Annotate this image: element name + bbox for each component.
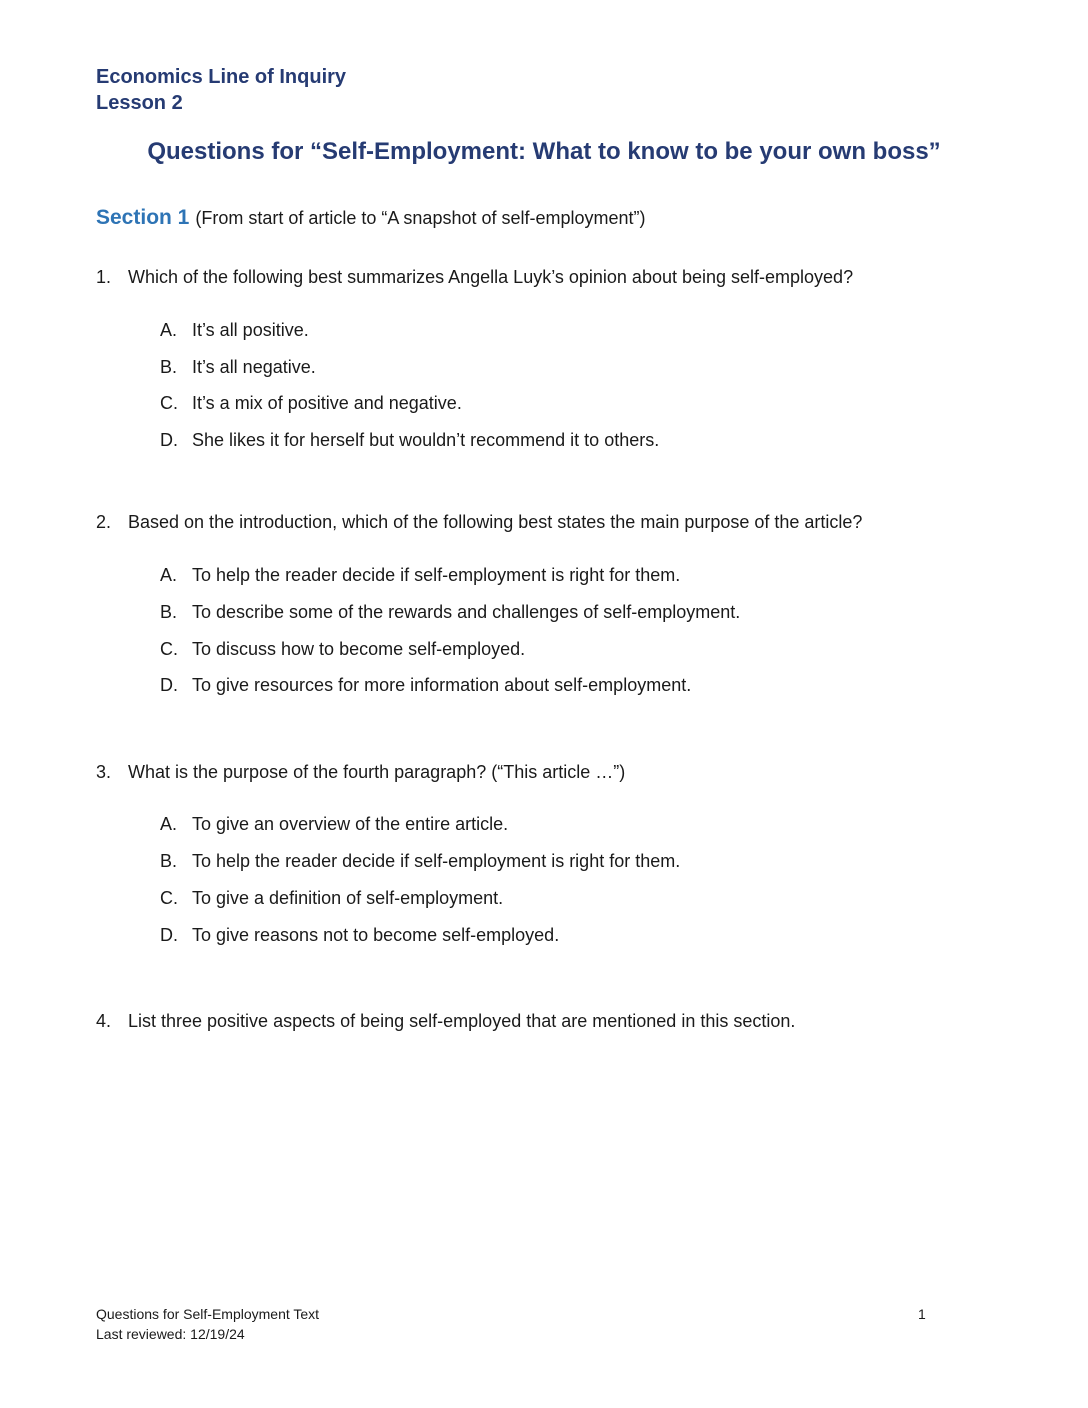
option-letter: B. bbox=[160, 357, 178, 377]
option-text: To describe some of the rewards and challenges of self-employment. bbox=[192, 602, 741, 622]
section-range: (From start of article to “A snapshot of self-employment”) bbox=[195, 208, 646, 228]
option-letter: D. bbox=[160, 925, 178, 945]
page-number: 1 bbox=[918, 1306, 926, 1322]
question-number: 3. bbox=[96, 762, 112, 782]
section-label: Section 1 bbox=[96, 206, 190, 229]
option-text: To help the reader decide if self-employment is right for them. bbox=[192, 565, 681, 585]
option-3c bbox=[160, 885, 503, 911]
option-1d bbox=[160, 427, 659, 453]
option-1a bbox=[160, 317, 309, 343]
option-letter: B. bbox=[160, 602, 178, 622]
option-letter: C. bbox=[160, 639, 178, 659]
option-letter: A. bbox=[160, 320, 178, 340]
option-3d bbox=[160, 922, 559, 948]
option-text: It’s a mix of positive and negative. bbox=[192, 393, 462, 413]
question-text: List three positive aspects of being self-employed that are mentioned in this section. bbox=[128, 1011, 796, 1031]
option-text: It’s all negative. bbox=[192, 357, 316, 377]
option-letter: B. bbox=[160, 851, 178, 871]
option-1c bbox=[160, 390, 462, 416]
footer bbox=[96, 1304, 319, 1344]
question-1 bbox=[96, 264, 853, 290]
option-text: To give an overview of the entire article. bbox=[192, 814, 509, 834]
question-text: Based on the introduction, which of the following best states the main purpose of the article? bbox=[128, 512, 863, 532]
option-2d bbox=[160, 672, 691, 698]
option-letter: A. bbox=[160, 565, 178, 585]
option-text: To give a definition of self-employment. bbox=[192, 888, 504, 908]
option-text: To give resources for more information about self-employment. bbox=[192, 675, 692, 695]
option-text: She likes it for herself but wouldn’t recommend it to others. bbox=[192, 430, 660, 450]
question-3 bbox=[96, 759, 625, 785]
question-2 bbox=[96, 509, 862, 535]
course-title: Economics Line of Inquiry bbox=[96, 66, 347, 88]
footer-doc-name: Questions for Self-Employment Text bbox=[96, 1306, 320, 1322]
option-2a bbox=[160, 562, 680, 588]
question-4 bbox=[96, 1008, 795, 1034]
question-text: What is the purpose of the fourth paragraph? (“This article …”) bbox=[128, 762, 626, 782]
lesson-label: Lesson 2 bbox=[96, 92, 183, 114]
option-letter: A. bbox=[160, 814, 178, 834]
option-text: To discuss how to become self-employed. bbox=[192, 639, 526, 659]
option-2b bbox=[160, 599, 740, 625]
option-1b bbox=[160, 354, 316, 380]
document-title: Questions for “Self-Employment: What to know to be your own boss” bbox=[147, 138, 941, 165]
question-text: Which of the following best summarizes Angella Luyk’s opinion about being self-employed? bbox=[128, 267, 854, 287]
option-text: To give reasons not to become self-employed. bbox=[192, 925, 560, 945]
option-letter: D. bbox=[160, 675, 178, 695]
option-3b bbox=[160, 848, 680, 874]
option-letter: D. bbox=[160, 430, 178, 450]
question-number: 1. bbox=[96, 267, 112, 287]
option-text: It’s all positive. bbox=[192, 320, 309, 340]
question-number: 4. bbox=[96, 1011, 112, 1031]
section-heading bbox=[96, 204, 646, 232]
option-text: To help the reader decide if self-employment is right for them. bbox=[192, 851, 681, 871]
header bbox=[96, 64, 346, 116]
option-2c bbox=[160, 636, 525, 662]
option-3a bbox=[160, 811, 508, 837]
question-number: 2. bbox=[96, 512, 112, 532]
option-letter: C. bbox=[160, 393, 178, 413]
footer-last-reviewed: Last reviewed: 12/19/24 bbox=[96, 1326, 245, 1342]
option-letter: C. bbox=[160, 888, 178, 908]
